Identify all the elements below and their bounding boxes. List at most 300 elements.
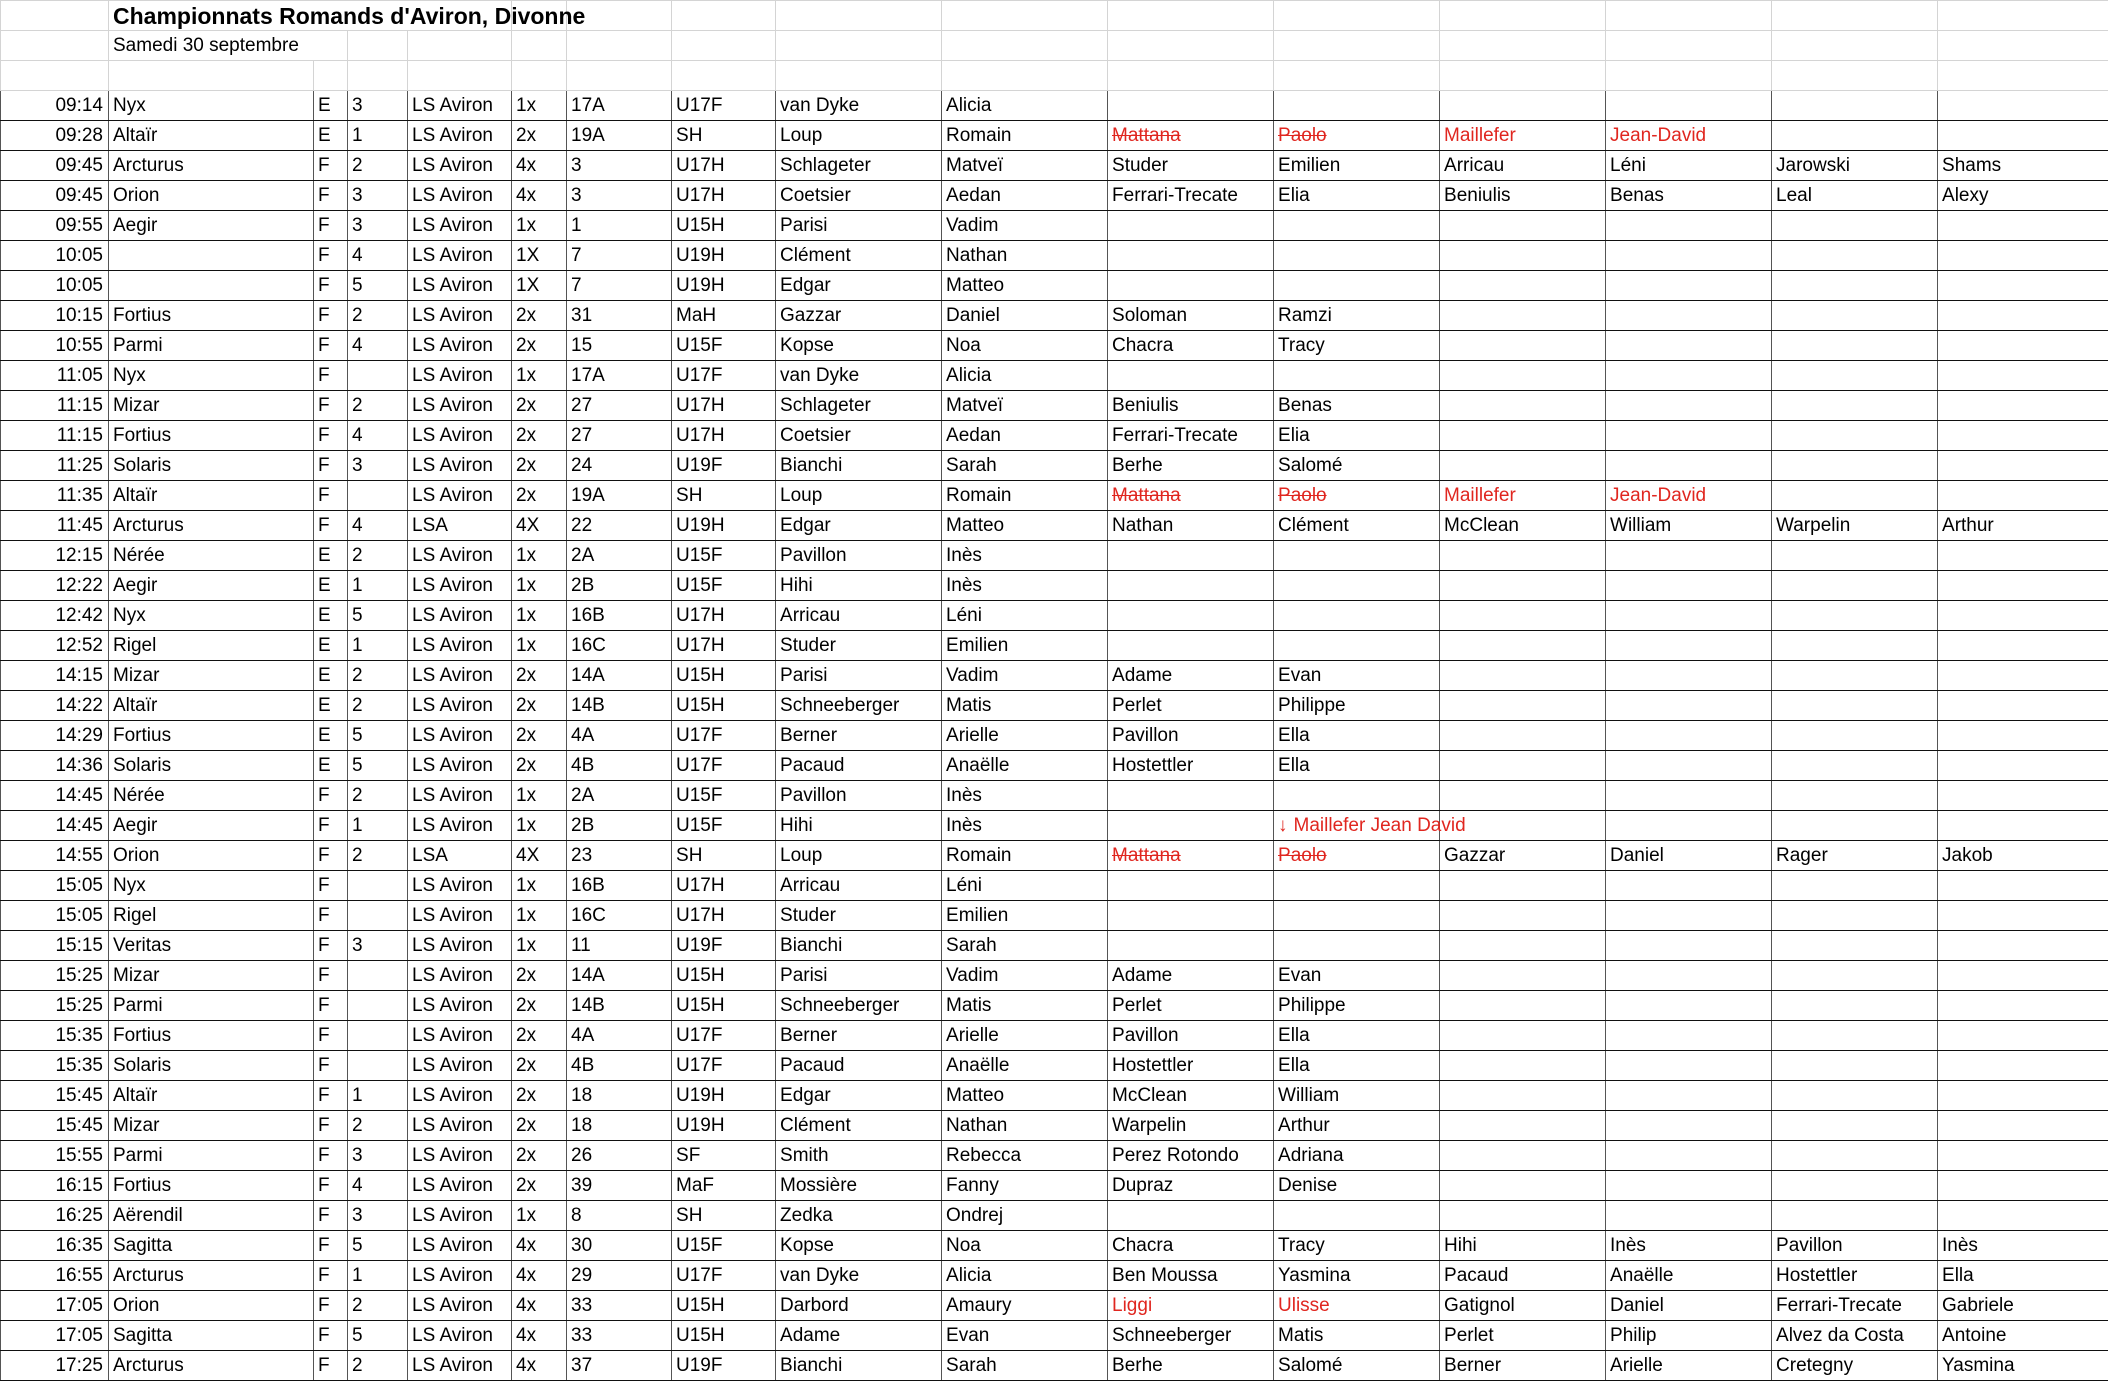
cell-rower4-last[interactable]: [1772, 451, 1938, 481]
cell-rower4-last[interactable]: [1772, 1171, 1938, 1201]
cell-time[interactable]: [1, 871, 109, 901]
cell-rower2-first[interactable]: [1274, 1261, 1440, 1291]
cell-rower4-first[interactable]: [1938, 1231, 2108, 1261]
cell-rower2-last[interactable]: [1108, 91, 1274, 121]
cell-category[interactable]: [672, 1291, 776, 1321]
cell-race-number[interactable]: [567, 331, 672, 361]
cell-rower3-first[interactable]: [1606, 331, 1772, 361]
sheet-subtitle[interactable]: Samedi 30 septembre: [109, 31, 348, 61]
cell-rower2-last[interactable]: [1108, 1201, 1274, 1231]
cell-club[interactable]: [408, 481, 512, 511]
cell-club[interactable]: [408, 1171, 512, 1201]
cell-boat[interactable]: [109, 1201, 314, 1231]
cell-time[interactable]: [1, 721, 109, 751]
cell-rower4-first[interactable]: [1938, 871, 2108, 901]
cell-boat[interactable]: [109, 481, 314, 511]
cell-club[interactable]: [408, 1231, 512, 1261]
cell-rower4-last[interactable]: [1772, 181, 1938, 211]
cell-empty[interactable]: [672, 61, 776, 91]
cell-club[interactable]: [408, 241, 512, 271]
cell-rower4-last[interactable]: [1772, 631, 1938, 661]
cell-time[interactable]: [1, 601, 109, 631]
cell-category[interactable]: [672, 781, 776, 811]
cell-time[interactable]: [1, 781, 109, 811]
cell-rower2-last[interactable]: [1108, 271, 1274, 301]
cell-phase[interactable]: [314, 1021, 348, 1051]
cell-race-number[interactable]: [567, 1321, 672, 1351]
cell-rower1-first[interactable]: [942, 691, 1108, 721]
cell-rower4-last[interactable]: [1772, 121, 1938, 151]
cell-rower1-first[interactable]: [942, 1351, 1108, 1381]
cell-rower1-first[interactable]: [942, 271, 1108, 301]
cell-rower3-first[interactable]: [1606, 271, 1772, 301]
cell-rower1-first[interactable]: [942, 451, 1108, 481]
cell-rower2-first[interactable]: [1274, 1051, 1440, 1081]
cell-boat-class[interactable]: [512, 91, 567, 121]
cell-rower3-first[interactable]: [1606, 421, 1772, 451]
cell-rower2-last[interactable]: [1108, 1171, 1274, 1201]
cell-category[interactable]: [672, 91, 776, 121]
cell-rower2-last[interactable]: [1108, 811, 1274, 841]
cell-club[interactable]: [408, 361, 512, 391]
cell-race-number[interactable]: [567, 1111, 672, 1141]
cell-lane[interactable]: [348, 451, 408, 481]
cell-rower4-last[interactable]: [1772, 151, 1938, 181]
cell-club[interactable]: [408, 451, 512, 481]
cell-rower4-last[interactable]: [1772, 421, 1938, 451]
cell-race-number[interactable]: [567, 211, 672, 241]
cell-rower2-first[interactable]: [1274, 241, 1440, 271]
cell-club[interactable]: [408, 721, 512, 751]
cell-rower2-last[interactable]: [1108, 1291, 1274, 1321]
cell-rower2-last[interactable]: [1108, 481, 1274, 511]
cell-rower2-last[interactable]: [1108, 931, 1274, 961]
cell-boat-class[interactable]: [512, 1201, 567, 1231]
cell-club[interactable]: [408, 271, 512, 301]
cell-time[interactable]: [1, 151, 109, 181]
cell-rower4-last[interactable]: [1772, 511, 1938, 541]
cell-rower2-first[interactable]: [1274, 421, 1440, 451]
cell-rower1-first[interactable]: [942, 1261, 1108, 1291]
cell-lane[interactable]: [348, 1141, 408, 1171]
cell-rower4-first[interactable]: [1938, 511, 2108, 541]
cell-rower4-first[interactable]: [1938, 571, 2108, 601]
cell-time[interactable]: [1, 571, 109, 601]
cell-rower3-last[interactable]: [1440, 751, 1606, 781]
cell-rower3-last[interactable]: [1440, 931, 1606, 961]
cell-category[interactable]: [672, 1351, 776, 1381]
cell-rower2-last[interactable]: [1108, 421, 1274, 451]
cell-rower3-last[interactable]: [1440, 421, 1606, 451]
cell-club[interactable]: [408, 751, 512, 781]
cell-phase[interactable]: [314, 1351, 348, 1381]
cell-empty[interactable]: [512, 31, 567, 61]
cell-phase[interactable]: [314, 541, 348, 571]
cell-rower4-last[interactable]: [1772, 241, 1938, 271]
cell-lane[interactable]: [348, 481, 408, 511]
cell-rower2-first[interactable]: [1274, 901, 1440, 931]
cell-rower1-first[interactable]: [942, 631, 1108, 661]
cell-phase[interactable]: [314, 331, 348, 361]
cell-category[interactable]: [672, 1081, 776, 1111]
cell-race-number[interactable]: [567, 481, 672, 511]
cell-rower3-first[interactable]: [1606, 1171, 1772, 1201]
cell-rower1-last[interactable]: [776, 511, 942, 541]
cell-rower2-first[interactable]: [1274, 691, 1440, 721]
cell-category[interactable]: [672, 271, 776, 301]
cell-rower2-first[interactable]: [1274, 961, 1440, 991]
cell-rower2-first[interactable]: [1274, 781, 1440, 811]
cell-rower1-last[interactable]: [776, 361, 942, 391]
cell-time[interactable]: [1, 1111, 109, 1141]
cell-rower3-last[interactable]: [1440, 1051, 1606, 1081]
cell-race-number[interactable]: [567, 1351, 672, 1381]
cell-rower2-first[interactable]: [1274, 631, 1440, 661]
cell-race-number[interactable]: [567, 631, 672, 661]
cell-phase[interactable]: [314, 241, 348, 271]
cell-phase[interactable]: [314, 1261, 348, 1291]
cell-lane[interactable]: [348, 1321, 408, 1351]
cell-category[interactable]: [672, 241, 776, 271]
cell-boat[interactable]: [109, 151, 314, 181]
cell-boat[interactable]: [109, 301, 314, 331]
cell-rower2-last[interactable]: [1108, 991, 1274, 1021]
cell-empty[interactable]: [314, 61, 348, 91]
cell-rower2-first[interactable]: [1274, 661, 1440, 691]
cell-phase[interactable]: [314, 781, 348, 811]
cell-rower4-first[interactable]: [1938, 1261, 2108, 1291]
cell-boat[interactable]: [109, 1081, 314, 1111]
cell-rower2-first[interactable]: [1274, 391, 1440, 421]
cell-rower3-last[interactable]: [1440, 1021, 1606, 1051]
cell-rower4-last[interactable]: [1772, 1021, 1938, 1051]
cell-category[interactable]: [672, 751, 776, 781]
cell-rower1-last[interactable]: [776, 121, 942, 151]
cell-time[interactable]: [1, 1231, 109, 1261]
cell-lane[interactable]: [348, 301, 408, 331]
cell-phase[interactable]: [314, 151, 348, 181]
cell-rower4-last[interactable]: [1772, 481, 1938, 511]
cell-rower1-first[interactable]: [942, 901, 1108, 931]
cell-boat[interactable]: [109, 541, 314, 571]
cell-boat-class[interactable]: [512, 1351, 567, 1381]
cell-category[interactable]: [672, 1321, 776, 1351]
cell-rower2-last[interactable]: [1108, 1321, 1274, 1351]
cell-rower1-last[interactable]: [776, 991, 942, 1021]
cell-rower1-last[interactable]: [776, 871, 942, 901]
cell-phase[interactable]: [314, 691, 348, 721]
cell-rower4-last[interactable]: [1772, 691, 1938, 721]
cell-rower3-last[interactable]: [1440, 901, 1606, 931]
cell-lane[interactable]: [348, 751, 408, 781]
cell-rower1-first[interactable]: [942, 751, 1108, 781]
cell-rower4-first[interactable]: [1938, 271, 2108, 301]
cell-rower2-last[interactable]: [1108, 1261, 1274, 1291]
cell-boat[interactable]: [109, 331, 314, 361]
cell-boat[interactable]: [109, 181, 314, 211]
cell-rower1-last[interactable]: [776, 571, 942, 601]
cell-rower3-last[interactable]: [1440, 721, 1606, 751]
cell-phase[interactable]: [314, 1201, 348, 1231]
cell-boat[interactable]: [109, 91, 314, 121]
cell-time[interactable]: [1, 1321, 109, 1351]
cell-rower4-first[interactable]: [1938, 1291, 2108, 1321]
cell-boat[interactable]: [109, 121, 314, 151]
cell-boat-class[interactable]: [512, 271, 567, 301]
cell-boat[interactable]: [109, 271, 314, 301]
cell-time[interactable]: [1, 511, 109, 541]
cell-rower4-first[interactable]: [1938, 331, 2108, 361]
cell-rower3-last[interactable]: [1440, 781, 1606, 811]
cell-club[interactable]: [408, 1081, 512, 1111]
cell-empty[interactable]: [1, 1, 109, 31]
cell-rower3-first[interactable]: [1606, 211, 1772, 241]
cell-time[interactable]: [1, 331, 109, 361]
cell-boat[interactable]: [109, 811, 314, 841]
cell-race-number[interactable]: [567, 991, 672, 1021]
cell-rower3-first[interactable]: [1606, 121, 1772, 151]
cell-rower4-last[interactable]: [1772, 1351, 1938, 1381]
cell-rower3-last[interactable]: [1440, 871, 1606, 901]
cell-club[interactable]: [408, 181, 512, 211]
cell-race-number[interactable]: [567, 1261, 672, 1291]
cell-rower1-first[interactable]: [942, 571, 1108, 601]
cell-rower3-first[interactable]: [1606, 1051, 1772, 1081]
cell-rower2-last[interactable]: [1108, 901, 1274, 931]
cell-rower4-last[interactable]: [1772, 1231, 1938, 1261]
cell-race-number[interactable]: [567, 1141, 672, 1171]
cell-rower3-last[interactable]: [1440, 241, 1606, 271]
cell-race-number[interactable]: [567, 361, 672, 391]
cell-time[interactable]: [1, 1021, 109, 1051]
cell-boat[interactable]: [109, 451, 314, 481]
cell-lane[interactable]: [348, 931, 408, 961]
cell-rower1-last[interactable]: [776, 1351, 942, 1381]
cell-rower4-first[interactable]: [1938, 421, 2108, 451]
cell-boat[interactable]: [109, 1021, 314, 1051]
cell-category[interactable]: [672, 541, 776, 571]
cell-category[interactable]: [672, 511, 776, 541]
cell-race-number[interactable]: [567, 571, 672, 601]
cell-rower1-last[interactable]: [776, 481, 942, 511]
cell-rower4-first[interactable]: [1938, 151, 2108, 181]
cell-rower2-first[interactable]: [1274, 451, 1440, 481]
cell-time[interactable]: [1, 391, 109, 421]
cell-phase[interactable]: [314, 631, 348, 661]
cell-lane[interactable]: [348, 781, 408, 811]
cell-rower1-first[interactable]: [942, 961, 1108, 991]
cell-rower3-first[interactable]: [1606, 781, 1772, 811]
cell-empty[interactable]: [1108, 31, 1274, 61]
cell-club[interactable]: [408, 1321, 512, 1351]
cell-rower1-first[interactable]: [942, 181, 1108, 211]
cell-time[interactable]: [1, 751, 109, 781]
cell-boat-class[interactable]: [512, 991, 567, 1021]
cell-category[interactable]: [672, 121, 776, 151]
cell-boat[interactable]: [109, 781, 314, 811]
cell-rower4-first[interactable]: [1938, 631, 2108, 661]
cell-rower2-last[interactable]: [1108, 151, 1274, 181]
cell-lane[interactable]: [348, 1201, 408, 1231]
cell-category[interactable]: [672, 1021, 776, 1051]
cell-rower2-last[interactable]: [1108, 571, 1274, 601]
cell-rower4-last[interactable]: [1772, 1141, 1938, 1171]
cell-rower3-last[interactable]: [1440, 511, 1606, 541]
cell-lane[interactable]: [348, 1231, 408, 1261]
cell-boat-class[interactable]: [512, 181, 567, 211]
cell-rower4-first[interactable]: [1938, 751, 2108, 781]
cell-rower1-first[interactable]: [942, 301, 1108, 331]
cell-rower2-last[interactable]: [1108, 541, 1274, 571]
cell-boat-class[interactable]: [512, 721, 567, 751]
cell-boat[interactable]: [109, 1111, 314, 1141]
cell-race-number[interactable]: [567, 601, 672, 631]
cell-rower2-first[interactable]: [1274, 151, 1440, 181]
cell-race-number[interactable]: [567, 781, 672, 811]
cell-lane[interactable]: [348, 1051, 408, 1081]
cell-rower1-last[interactable]: [776, 1111, 942, 1141]
cell-boat-class[interactable]: [512, 601, 567, 631]
cell-lane[interactable]: [348, 151, 408, 181]
cell-phase[interactable]: [314, 421, 348, 451]
cell-rower4-last[interactable]: [1772, 1291, 1938, 1321]
cell-rower1-first[interactable]: [942, 481, 1108, 511]
cell-rower3-first[interactable]: [1606, 541, 1772, 571]
cell-category[interactable]: [672, 871, 776, 901]
cell-phase[interactable]: [314, 931, 348, 961]
cell-race-number[interactable]: [567, 811, 672, 841]
cell-category[interactable]: [672, 181, 776, 211]
cell-rower4-first[interactable]: [1938, 1141, 2108, 1171]
cell-rower4-last[interactable]: [1772, 901, 1938, 931]
cell-rower4-last[interactable]: [1772, 841, 1938, 871]
cell-boat-class[interactable]: [512, 631, 567, 661]
cell-phase[interactable]: [314, 991, 348, 1021]
cell-rower2-last[interactable]: [1108, 1051, 1274, 1081]
cell-lane[interactable]: [348, 1171, 408, 1201]
cell-club[interactable]: [408, 91, 512, 121]
cell-time[interactable]: [1, 211, 109, 241]
cell-rower3-last[interactable]: [1440, 541, 1606, 571]
cell-rower3-last[interactable]: [1440, 361, 1606, 391]
cell-club[interactable]: [408, 931, 512, 961]
cell-rower3-first[interactable]: [1606, 841, 1772, 871]
cell-boat-class[interactable]: [512, 691, 567, 721]
cell-boat-class[interactable]: [512, 1051, 567, 1081]
cell-boat[interactable]: [109, 991, 314, 1021]
cell-boat-class[interactable]: [512, 751, 567, 781]
cell-rower4-first[interactable]: [1938, 1351, 2108, 1381]
cell-time[interactable]: [1, 361, 109, 391]
cell-empty[interactable]: [408, 31, 512, 61]
cell-race-number[interactable]: [567, 841, 672, 871]
cell-boat-class[interactable]: [512, 1021, 567, 1051]
cell-rower4-last[interactable]: [1772, 1111, 1938, 1141]
cell-boat-class[interactable]: [512, 331, 567, 361]
cell-time[interactable]: [1, 1051, 109, 1081]
cell-rower4-first[interactable]: [1938, 481, 2108, 511]
cell-rower3-last[interactable]: [1440, 1201, 1606, 1231]
cell-empty[interactable]: [1938, 31, 2108, 61]
cell-boat[interactable]: [109, 661, 314, 691]
cell-rower3-last[interactable]: [1440, 841, 1606, 871]
cell-time[interactable]: [1, 631, 109, 661]
cell-race-number[interactable]: [567, 1051, 672, 1081]
cell-rower1-last[interactable]: [776, 811, 942, 841]
cell-phase[interactable]: [314, 211, 348, 241]
cell-category[interactable]: [672, 1201, 776, 1231]
cell-rower2-first[interactable]: [1274, 181, 1440, 211]
cell-boat[interactable]: [109, 211, 314, 241]
cell-boat[interactable]: [109, 631, 314, 661]
cell-phase[interactable]: [314, 121, 348, 151]
cell-lane[interactable]: [348, 511, 408, 541]
cell-phase[interactable]: [314, 871, 348, 901]
cell-phase[interactable]: [314, 361, 348, 391]
cell-boat[interactable]: [109, 601, 314, 631]
cell-club[interactable]: [408, 541, 512, 571]
cell-time[interactable]: [1, 1291, 109, 1321]
cell-empty[interactable]: [1606, 1, 1772, 31]
cell-club[interactable]: [408, 661, 512, 691]
cell-boat-class[interactable]: [512, 481, 567, 511]
cell-rower2-first[interactable]: [1274, 871, 1440, 901]
cell-boat[interactable]: [109, 1351, 314, 1381]
cell-rower3-last[interactable]: [1440, 1291, 1606, 1321]
cell-category[interactable]: [672, 151, 776, 181]
cell-phase[interactable]: [314, 511, 348, 541]
cell-race-number[interactable]: [567, 1021, 672, 1051]
cell-rower2-first[interactable]: [1274, 571, 1440, 601]
cell-rower1-first[interactable]: [942, 241, 1108, 271]
cell-rower2-first[interactable]: [1274, 841, 1440, 871]
cell-boat-class[interactable]: [512, 391, 567, 421]
cell-empty[interactable]: [1440, 61, 1606, 91]
cell-rower2-first[interactable]: [1274, 481, 1440, 511]
cell-club[interactable]: [408, 301, 512, 331]
cell-rower2-first[interactable]: [1274, 1111, 1440, 1141]
cell-rower1-first[interactable]: [942, 211, 1108, 241]
cell-lane[interactable]: [348, 1351, 408, 1381]
cell-rower4-last[interactable]: [1772, 661, 1938, 691]
cell-rower3-first[interactable]: [1606, 511, 1772, 541]
cell-lane[interactable]: [348, 1291, 408, 1321]
cell-rower2-first[interactable]: [1274, 1231, 1440, 1261]
cell-rower4-first[interactable]: [1938, 901, 2108, 931]
cell-lane[interactable]: [348, 331, 408, 361]
cell-rower1-first[interactable]: [942, 121, 1108, 151]
cell-rower4-first[interactable]: [1938, 1051, 2108, 1081]
cell-race-number[interactable]: [567, 301, 672, 331]
cell-rower4-last[interactable]: [1772, 721, 1938, 751]
cell-lane[interactable]: [348, 961, 408, 991]
cell-rower2-first[interactable]: [1274, 1321, 1440, 1351]
cell-rower4-last[interactable]: [1772, 811, 1938, 841]
cell-race-number[interactable]: [567, 1201, 672, 1231]
cell-rower2-last[interactable]: [1108, 1141, 1274, 1171]
cell-empty[interactable]: [1938, 61, 2108, 91]
cell-rower2-first[interactable]: [1274, 511, 1440, 541]
cell-boat-class[interactable]: [512, 541, 567, 571]
cell-lane[interactable]: [348, 211, 408, 241]
cell-boat[interactable]: [109, 1051, 314, 1081]
cell-rower2-first[interactable]: [1274, 811, 1466, 841]
cell-rower3-first[interactable]: [1606, 151, 1772, 181]
cell-rower3-last[interactable]: [1440, 1081, 1606, 1111]
cell-lane[interactable]: [348, 361, 408, 391]
cell-lane[interactable]: [348, 601, 408, 631]
cell-time[interactable]: [1, 811, 109, 841]
